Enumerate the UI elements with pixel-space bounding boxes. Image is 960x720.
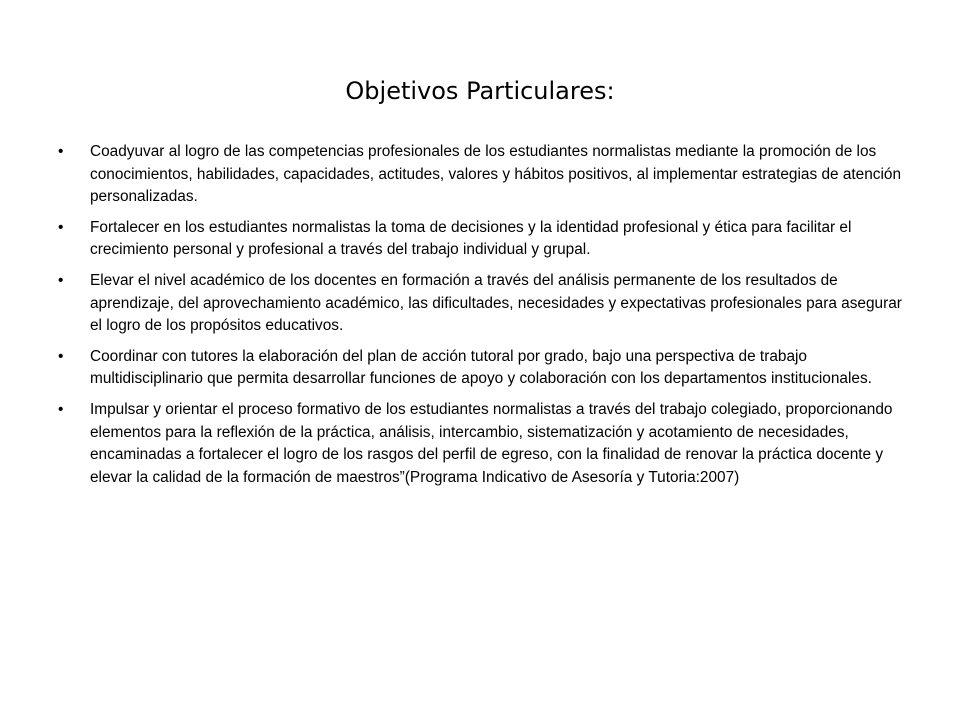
slide-title: Objetivos Particulares:: [345, 77, 615, 105]
list-item-text: Impulsar y orientar el proceso formativo de los estudiantes normalistas a través del trabajo colegiado, proporcionando elementos para la reflexión de la práctica, análisis, intercambio, sistematización y acotamiento de necesidades, encaminadas a fortalecer el logro de los rasgos del perfil de egreso, con la finalidad de renovar la práctica docente y elevar la calidad de la formación de maestros”(Programa Indicativo de Asesoría y Tutoria:2007): [90, 400, 893, 486]
bullet-icon: •: [58, 400, 64, 418]
list-item: [58, 141, 918, 209]
objectives-list: [58, 141, 918, 497]
list-item-text: Fortalecer en los estudiantes normalistas la toma de decisiones y la identidad profesional y ética para facilitar el crecimiento personal y profesional a través del trabajo individual y grupal.: [90, 218, 852, 259]
list-item: [58, 346, 918, 391]
list-item-text: Coadyuvar al logro de las competencias profesionales de los estudiantes normalistas mediante la promoción de los conocimientos, habilidades, capacidades, actitudes, valores y hábitos positivos, al implementar estrategias de atención personalizadas.: [90, 143, 902, 206]
bullet-icon: •: [58, 218, 64, 236]
bullet-icon: •: [58, 143, 64, 160]
list-item: [58, 399, 918, 489]
list-item: [58, 217, 918, 262]
list-item: [58, 270, 918, 338]
list-item-text: Elevar el nivel académico de los docentes en formación a través del análisis permanente de los resultados de aprendizaje, del aprovechamiento académico, las dificultades, necesidades y expectativas profesionales para asegurar el logro de los propósitos educativos.: [90, 271, 902, 335]
bullet-icon: •: [58, 271, 64, 289]
list-item-text: Coordinar con tutores la elaboración del plan de acción tutoral por grado, bajo una perspectiva de trabajo multidisciplinario que permita desarrollar funciones de apoyo y colaboración con los departamentos institucionales.: [90, 347, 872, 388]
bullet-icon: •: [58, 347, 64, 365]
